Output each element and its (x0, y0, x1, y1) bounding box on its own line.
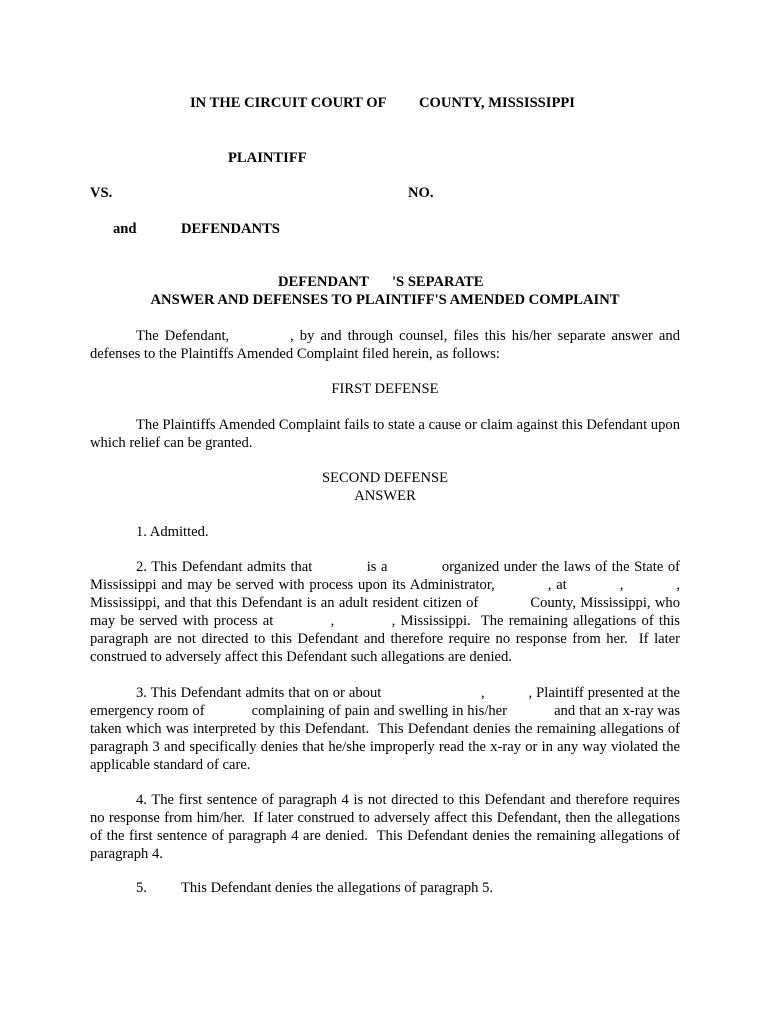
court-heading-right: COUNTY, MISSISSIPPI (419, 95, 575, 111)
and-label: and (113, 221, 137, 237)
paragraph-1: 1. Admitted. (136, 524, 209, 540)
intro-paragraph: The Defendant, , by and through counsel, files this his/her separate answer and defenses to the Plaintiffs Amended Complaint filed herein, as follows: (90, 328, 684, 362)
paragraph-2: 2. This Defendant admits that is a organized under the laws of the State of Mississippi and may be served with process upon its Administrator, , at , , Mississippi, and that this Defendant is an adult resident citizen of County, Mississippi, who may be served with process at , , Mississippi. The remaining allegations of this paragraph are not directed to this Defendant and therefore require no response from her. If later construed to adversely affect this Defendant such allegations are denied. (90, 559, 684, 665)
court-heading-left: IN THE CIRCUIT COURT OF (190, 95, 387, 111)
plaintiff-label: PLAINTIFF (228, 150, 307, 166)
paragraph-5-number: 5. (136, 880, 147, 896)
title-defendant: DEFENDANT (278, 274, 369, 290)
first-defense-text: The Plaintiffs Amended Complaint fails to state a cause or claim against this Defendant upon which relief can be granted. (90, 417, 684, 451)
defendants-label: DEFENDANTS (181, 221, 280, 237)
document-title: ANSWER AND DEFENSES TO PLAINTIFF'S AMENDED COMPLAINT (150, 292, 620, 308)
versus-label: VS. (90, 185, 113, 201)
paragraph-5-text: This Defendant denies the allegations of paragraph 5. (181, 880, 494, 896)
first-defense-heading: FIRST DEFENSE (331, 381, 439, 397)
second-defense-heading: SECOND DEFENSE (321, 470, 449, 486)
paragraph-3: 3. This Defendant admits that on or about , , Plaintiff presented at the emergency room of complaining of pain and swelling in his/her and that an x-ray was taken which was interpreted by this Defendant. This Defendant denies the remaining allegations of paragraph 3 and specifically denies that he/she improperly read the x-ray or in any way violated the applicable standard of care. (90, 685, 684, 773)
case-number-label: NO. (408, 185, 434, 201)
paragraph-4: 4. The first sentence of paragraph 4 is not directed to this Defendant and therefore requires no response from him/her. If later construed to adversely affect this Defendant, then the allegations of the first sentence of paragraph 4 are denied. This Defendant denies the remaining allegations of paragraph 4. (90, 792, 684, 862)
title-separate: 'S SEPARATE (392, 274, 484, 290)
answer-subheading: ANSWER (354, 488, 416, 504)
